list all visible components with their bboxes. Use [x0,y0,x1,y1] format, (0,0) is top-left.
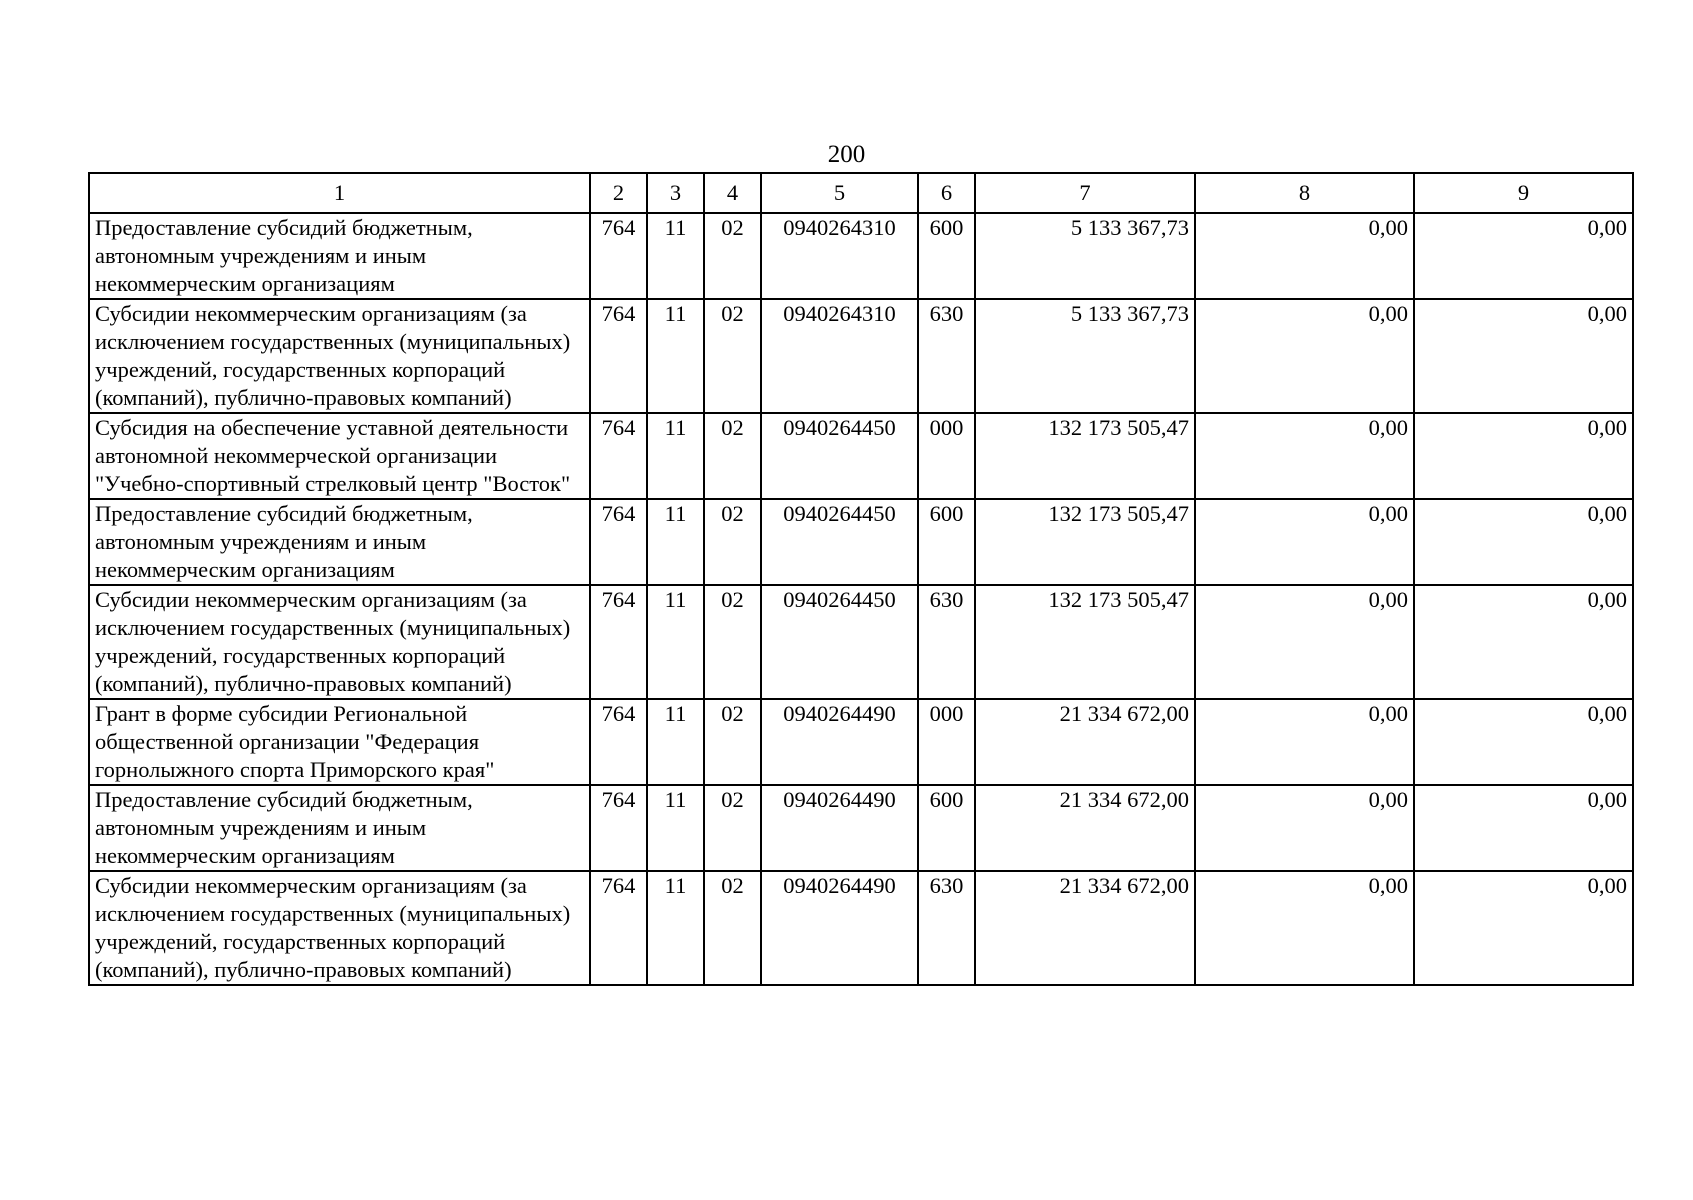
row-subsection-code: 02 [704,785,761,871]
row-section-code: 11 [647,699,704,785]
row-amount-col7: 132 173 505,47 [975,413,1195,499]
row-subsection-code: 02 [704,299,761,413]
column-header: 7 [975,173,1195,213]
row-ministry-code: 764 [590,785,647,871]
row-target-code: 0940264310 [761,299,918,413]
row-amount-col9: 0,00 [1414,299,1633,413]
row-section-code: 11 [647,785,704,871]
row-amount-col9: 0,00 [1414,213,1633,299]
table-row [89,499,1633,585]
table-row [89,413,1633,499]
table-row [89,699,1633,785]
row-amount-col9: 0,00 [1414,699,1633,785]
row-name: Субсидии некоммерческим организациям (за исключением государственных (муниципальных) учреждений, государственных корпораций (компаний), публично-правовых компаний) [89,299,590,413]
row-amount-col8: 0,00 [1195,585,1414,699]
column-header: 2 [590,173,647,213]
row-section-code: 11 [647,585,704,699]
row-amount-col8: 0,00 [1195,871,1414,985]
row-expense-type-code: 600 [918,785,975,871]
row-subsection-code: 02 [704,871,761,985]
row-amount-col9: 0,00 [1414,499,1633,585]
column-header: 6 [918,173,975,213]
row-section-code: 11 [647,871,704,985]
row-name: Субсидии некоммерческим организациям (за исключением государственных (муниципальных) учреждений, государственных корпораций (компаний), публично-правовых компаний) [89,871,590,985]
row-subsection-code: 02 [704,585,761,699]
row-target-code: 0940264490 [761,785,918,871]
row-amount-col8: 0,00 [1195,299,1414,413]
row-expense-type-code: 000 [918,699,975,785]
page-number: 200 [827,141,866,168]
row-target-code: 0940264490 [761,699,918,785]
header-row [89,173,1633,213]
row-name: Грант в форме субсидии Региональной общественной организации "Федерация горнолыжного спорта Приморского края" [89,699,590,785]
row-ministry-code: 764 [590,699,647,785]
column-header: 4 [704,173,761,213]
row-name: Предоставление субсидий бюджетным, автономным учреждениям и иным некоммерческим организациям [89,213,590,299]
row-amount-col8: 0,00 [1195,499,1414,585]
row-name: Предоставление субсидий бюджетным, автономным учреждениям и иным некоммерческим организациям [89,785,590,871]
row-expense-type-code: 000 [918,413,975,499]
row-amount-col8: 0,00 [1195,413,1414,499]
row-ministry-code: 764 [590,499,647,585]
row-amount-col7: 5 133 367,73 [975,213,1195,299]
row-subsection-code: 02 [704,413,761,499]
column-header: 3 [647,173,704,213]
row-ministry-code: 764 [590,871,647,985]
table-row [89,871,1633,985]
row-target-code: 0940264450 [761,413,918,499]
row-subsection-code: 02 [704,499,761,585]
row-amount-col8: 0,00 [1195,699,1414,785]
column-header: 5 [761,173,918,213]
row-subsection-code: 02 [704,213,761,299]
row-amount-col7: 21 334 672,00 [975,785,1195,871]
row-amount-col9: 0,00 [1414,585,1633,699]
row-target-code: 0940264450 [761,499,918,585]
table-row [89,785,1633,871]
table-row [89,213,1633,299]
row-amount-col7: 132 173 505,47 [975,499,1195,585]
row-target-code: 0940264450 [761,585,918,699]
row-subsection-code: 02 [704,699,761,785]
row-expense-type-code: 630 [918,299,975,413]
row-expense-type-code: 600 [918,499,975,585]
row-expense-type-code: 630 [918,585,975,699]
row-section-code: 11 [647,299,704,413]
row-ministry-code: 764 [590,299,647,413]
row-amount-col9: 0,00 [1414,413,1633,499]
row-amount-col7: 21 334 672,00 [975,871,1195,985]
row-expense-type-code: 630 [918,871,975,985]
budget-table [88,172,1634,986]
column-header: 1 [89,173,590,213]
row-amount-col8: 0,00 [1195,785,1414,871]
row-amount-col7: 21 334 672,00 [975,699,1195,785]
row-name: Субсидия на обеспечение уставной деятельности автономной некоммерческой организации "Учебно-спортивный стрелковый центр "Восток" [89,413,590,499]
row-ministry-code: 764 [590,585,647,699]
row-section-code: 11 [647,499,704,585]
row-amount-col9: 0,00 [1414,785,1633,871]
row-target-code: 0940264490 [761,871,918,985]
row-amount-col8: 0,00 [1195,213,1414,299]
row-name: Предоставление субсидий бюджетным, автономным учреждениям и иным некоммерческим организациям [89,499,590,585]
row-amount-col7: 132 173 505,47 [975,585,1195,699]
row-section-code: 11 [647,413,704,499]
row-ministry-code: 764 [590,413,647,499]
table-row [89,299,1633,413]
column-header: 8 [1195,173,1414,213]
row-section-code: 11 [647,213,704,299]
row-name: Субсидии некоммерческим организациям (за исключением государственных (муниципальных) учреждений, государственных корпораций (компаний), публично-правовых компаний) [89,585,590,699]
row-expense-type-code: 600 [918,213,975,299]
row-target-code: 0940264310 [761,213,918,299]
row-amount-col9: 0,00 [1414,871,1633,985]
column-header: 9 [1414,173,1633,213]
row-amount-col7: 5 133 367,73 [975,299,1195,413]
row-ministry-code: 764 [590,213,647,299]
table-row [89,585,1633,699]
